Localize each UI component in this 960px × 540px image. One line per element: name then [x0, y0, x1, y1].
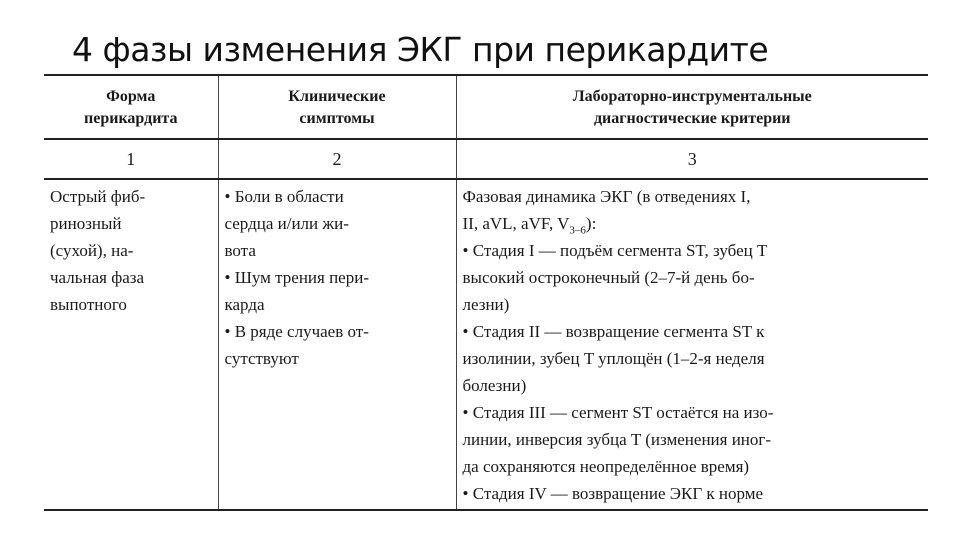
column-number: 1	[126, 149, 136, 169]
column-number-row	[44, 139, 928, 179]
symptom-item: • Шум трения пери-	[225, 264, 450, 291]
column-number: 2	[218, 139, 456, 179]
column-number: 3	[456, 139, 928, 179]
pericarditis-table	[44, 74, 928, 511]
symptoms-cell: • Боли в области сердца и/или жи- вота • Шум трения пери- карда • В ряде случаев от- сутствуют	[218, 179, 456, 510]
ecg-stage-item: • Стадия III — сегмент ST остаётся на изо-	[463, 399, 923, 426]
header-criteria: Лабораторно-инструментальные диагностические критерии	[456, 76, 928, 139]
table-header-row	[44, 76, 928, 139]
criteria-cell: Фазовая динамика ЭКГ (в отведениях I, II, aVL, aVF, $V_{3-6}$): • Стадия I — подъём сегмента ST, зубец T высокий остроконечный (2–7-й день бо- лезни) • Стадия II — возвращение сегмента ST к изолинии, зубец T уплощён (1–2-я неделя болезни) • Стадия III — сегмент ST остаётся на изо- линии, инверсия зубца T (изменения иног- да сохраняются неопределённое время) • Стадия IV — возвращение ЭКГ к норме	[456, 179, 928, 510]
header-form: Форма перикардита	[84, 88, 178, 127]
table-row	[44, 179, 928, 510]
ecg-stage-item: • Стадия I — подъём сегмента ST, зубец T	[463, 237, 923, 264]
ecg-stage-item: • Стадия II — возвращение сегмента ST к	[463, 318, 923, 345]
symptom-item: • Боли в области	[225, 183, 450, 210]
page-title: 4 фазы изменения ЭКГ при перикардите	[72, 30, 769, 69]
ecg-stage-item: • Стадия IV — возвращение ЭКГ к норме	[463, 480, 923, 507]
symptom-item: • В ряде случаев от-	[225, 318, 450, 345]
form-cell: Острый фиб- ринозный (сухой), на- чальная фаза выпотного	[50, 187, 146, 314]
header-symptoms: Клинические симптомы	[218, 76, 456, 139]
